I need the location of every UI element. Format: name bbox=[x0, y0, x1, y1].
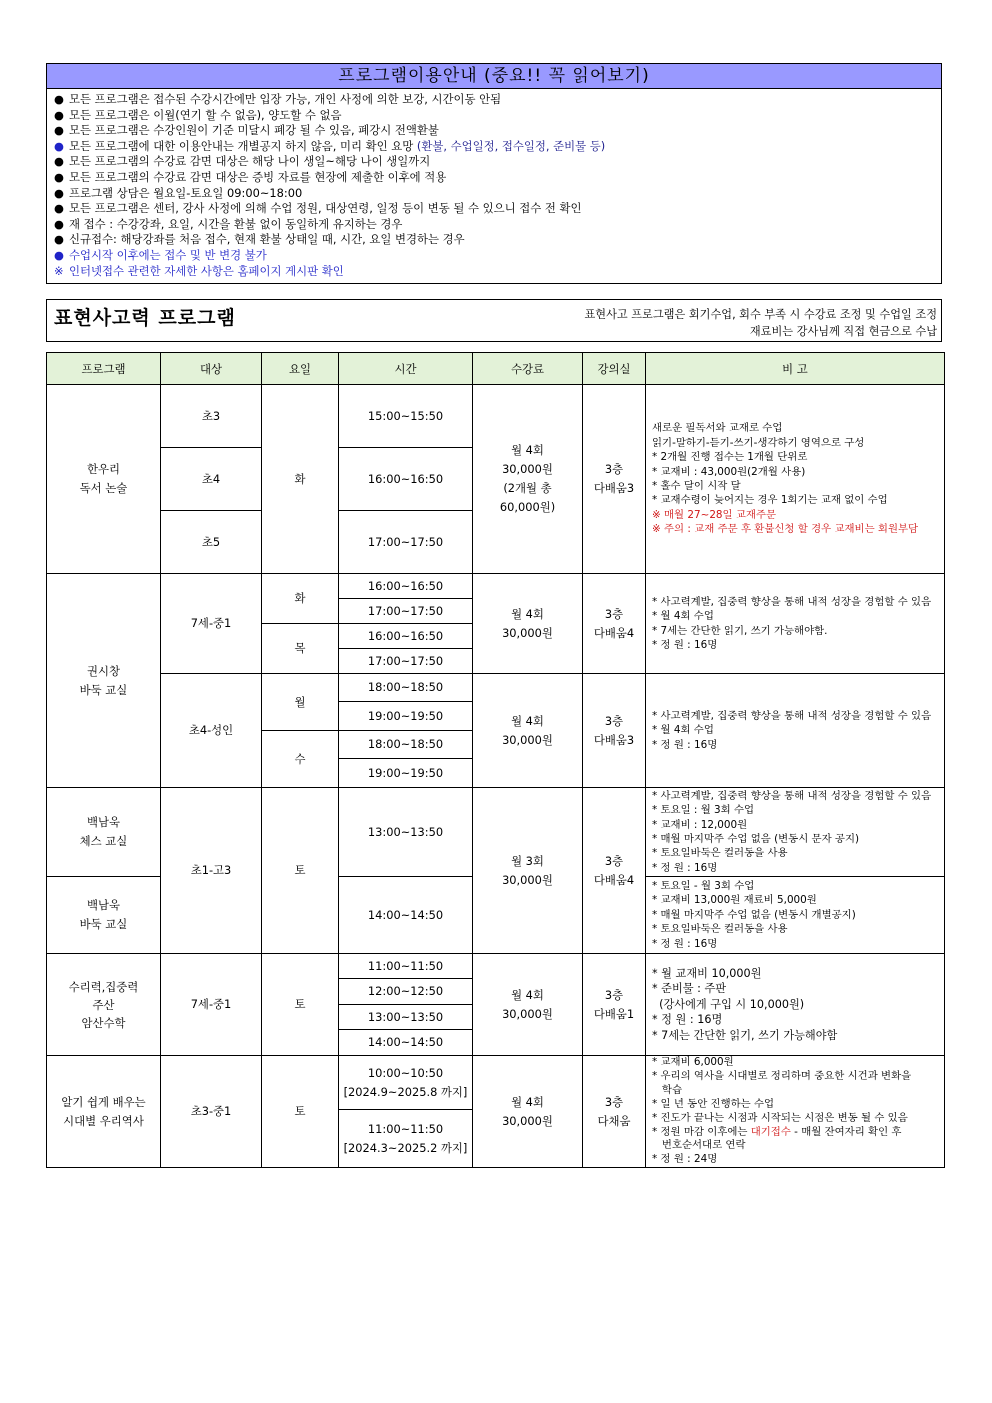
fee-cell: 월 4회 30,000원 bbox=[473, 954, 583, 1056]
day-cell: 화 bbox=[262, 385, 339, 574]
time-cell: 14:00~14:50 bbox=[339, 877, 473, 954]
time-cell: 13:00~13:50 bbox=[339, 1005, 473, 1030]
notice-box bbox=[46, 63, 942, 284]
time-cell: 16:00~16:50 bbox=[339, 574, 473, 599]
bullet-icon: ● bbox=[54, 123, 64, 138]
bullet-icon: ● bbox=[54, 138, 64, 153]
section-header bbox=[46, 299, 942, 342]
target-cell: 초1-고3 bbox=[161, 788, 262, 954]
table-header-row bbox=[47, 353, 945, 385]
fee-cell: 월 3회 30,000원 bbox=[473, 788, 583, 954]
target-cell: 7세-중1 bbox=[161, 954, 262, 1056]
program-cell: 알기 쉽게 배우는 시대별 우리역사 bbox=[47, 1056, 161, 1168]
time-cell: 10:00~10:50 [2024.9~2025.8 까지] bbox=[339, 1056, 473, 1110]
day-cell: 화 bbox=[262, 574, 339, 624]
remark-cell: 새로운 필독서와 교재로 수업 읽기-말하기-듣기-쓰기-생각하기 영역으로 구성 * 2개월 진행 접수는 1개월 단위로 * 교재비 : 43,000원(2개월 사용) * 홀수 달이 시작 달 * 교재수령이 늦어지는 경우 1회기는 교재 없이 수업 ※ 매월 27~28일 교재주문 ※ 주의 : 교재 주문 후 환불신청 할 경우 교재비는 회원부담 bbox=[646, 385, 945, 574]
notice-item: ● 모든 프로그램은 수강인원이 기준 미달시 폐강 될 수 있음, 폐강시 전액환불 bbox=[54, 123, 439, 138]
section-note: 표현사고 프로그램은 회기수업, 회수 부족 시 수강료 조정 및 수업일 조정 재료비는 강사님께 직접 현금으로 수납 bbox=[584, 308, 937, 338]
time-cell: 18:00~18:50 bbox=[339, 731, 473, 759]
section-title: 표현사고력 프로그램 bbox=[54, 307, 236, 329]
table-row bbox=[47, 674, 945, 702]
column-header: 대상 bbox=[161, 353, 262, 385]
column-header: 비 고 bbox=[646, 353, 945, 385]
time-cell: 11:00~11:50 bbox=[339, 954, 473, 979]
room-cell: 3층 다배움3 bbox=[583, 385, 646, 574]
time-cell: 11:00~11:50 [2024.3~2025.2 까지] bbox=[339, 1110, 473, 1168]
time-cell: 19:00~19:50 bbox=[339, 702, 473, 731]
notice-item: ● 모든 프로그램의 수강료 감면 대상은 해당 나이 생일~해당 나이 생일까지 bbox=[54, 154, 431, 169]
day-cell: 수 bbox=[262, 731, 339, 788]
time-cell: 17:00~17:50 bbox=[339, 511, 473, 574]
program-cell: 권시창 바둑 교실 bbox=[47, 574, 161, 788]
fee-cell: 월 4회 30,000원 (2개월 총 60,000원) bbox=[473, 385, 583, 574]
table-row bbox=[47, 954, 945, 979]
time-cell: 13:00~13:50 bbox=[339, 788, 473, 877]
notice-item: ● 모든 프로그램은 접수된 수강시간에만 입장 가능, 개인 사정에 의한 보강, 시간이동 안됨 bbox=[54, 92, 502, 106]
time-cell: 17:00~17:50 bbox=[339, 599, 473, 624]
bullet-icon: ● bbox=[54, 216, 64, 231]
room-cell: 3층 다배움4 bbox=[583, 788, 646, 954]
fee-cell: 월 4회 30,000원 bbox=[473, 1056, 583, 1168]
fee-cell: 월 4회 30,000원 bbox=[473, 674, 583, 788]
program-cell: 백남욱 체스 교실 bbox=[47, 788, 161, 877]
column-header: 요일 bbox=[262, 353, 339, 385]
time-cell: 18:00~18:50 bbox=[339, 674, 473, 702]
target-cell: 초3-중1 bbox=[161, 1056, 262, 1168]
column-header: 프로그램 bbox=[47, 353, 161, 385]
notice-item: ● 수업시작 이후에는 접수 및 반 변경 불가 bbox=[54, 247, 267, 262]
day-cell: 토 bbox=[262, 788, 339, 954]
time-cell: 16:00~16:50 bbox=[339, 448, 473, 511]
bullet-icon: ● bbox=[54, 247, 64, 262]
time-cell: 12:00~12:50 bbox=[339, 979, 473, 1005]
column-header: 강의실 bbox=[583, 353, 646, 385]
target-cell: 7세-중1 bbox=[161, 574, 262, 674]
notice-item: ● 프로그램 상담은 월요일-토요일 09:00~18:00 bbox=[54, 185, 303, 200]
room-cell: 3층 다채움 bbox=[583, 1056, 646, 1168]
time-cell: 15:00~15:50 bbox=[339, 385, 473, 448]
remark-cell: * 월 교재비 10,000원 * 준비물 : 주판 (강사에게 구입 시 10,000원) * 정 원 : 16명 * 7세는 간단한 읽기, 쓰기 가능해야함 bbox=[646, 954, 945, 1056]
notice-item: ● 신규접수: 해당강좌를 처음 접수, 현재 환불 상태일 때, 시간, 요일 변경하는 경우 bbox=[54, 232, 465, 247]
room-cell: 3층 다배움4 bbox=[583, 574, 646, 674]
column-header: 수강료 bbox=[473, 353, 583, 385]
remark-cell: * 교재비 6,000원 * 우리의 역사을 시대별로 정리하며 중요한 시건과 변화을 학습 * 일 년 동안 진행하는 수업 * 진도가 끝나는 시점과 시작되는 시점은 변동 될 수 있음 * 정원 마감 이후에는 대기접수 - 매월 잔여자리 확인 후 번호순서대로 연락 * 정 원 : 24명 bbox=[646, 1056, 945, 1168]
notice-title: 프로그램이용안내 (중요!! 꼭 읽어보기) bbox=[47, 64, 941, 89]
bullet-icon: ● bbox=[54, 92, 64, 106]
bullet-icon: ● bbox=[54, 185, 64, 200]
bullet-icon: ● bbox=[54, 201, 64, 216]
day-cell: 토 bbox=[262, 1056, 339, 1168]
reference-mark-icon: ※ bbox=[54, 263, 64, 278]
target-cell: 초4 bbox=[161, 448, 262, 511]
table-row bbox=[47, 1056, 945, 1110]
bullet-icon: ● bbox=[54, 232, 64, 247]
remark-cell: * 사고력계발, 집중력 향상을 통해 내적 성장을 경험할 수 있음 * 월 4회 수업 * 정 원 : 16명 bbox=[646, 674, 945, 788]
notice-item: ● 모든 프로그램의 수강료 감면 대상은 증빙 자료를 현장에 제출한 이후에 적용 bbox=[54, 169, 447, 184]
table-row bbox=[47, 385, 945, 448]
program-cell: 백남욱 바둑 교실 bbox=[47, 877, 161, 954]
remark-cell: * 사고력계발, 집중력 향상을 통해 내적 성장을 경험할 수 있음 * 월 4회 수업 * 7세는 간단한 읽기, 쓰기 가능해야함. * 정 원 : 16명 bbox=[646, 574, 945, 674]
table-row bbox=[47, 788, 945, 877]
room-cell: 3층 다배움1 bbox=[583, 954, 646, 1056]
program-cell: 수리력,집중력 주산 암산수학 bbox=[47, 954, 161, 1056]
notice-item: ● 모든 프로그램은 센터, 강사 사정에 의해 수업 정원, 대상연령, 일정 등이 변동 될 수 있으니 접수 전 확인 bbox=[54, 201, 582, 216]
notice-item: ※ 인터넷접수 관련한 자세한 사항은 홈페이지 게시판 확인 bbox=[54, 263, 344, 278]
time-cell: 16:00~16:50 bbox=[339, 624, 473, 649]
remark-cell: * 토요일 - 월 3회 수업 * 교재비 13,000원 재료비 5,000원 * 매월 마지막주 수업 없음 (변동시 개별공지) * 토요일바둑은 컬러동을 사용 * 정 원 : 16명 bbox=[646, 877, 945, 954]
target-cell: 초5 bbox=[161, 511, 262, 574]
time-cell: 19:00~19:50 bbox=[339, 759, 473, 788]
notice-list bbox=[47, 92, 941, 279]
program-cell: 한우리 독서 논술 bbox=[47, 385, 161, 574]
day-cell: 목 bbox=[262, 624, 339, 674]
bullet-icon: ● bbox=[54, 154, 64, 169]
time-cell: 17:00~17:50 bbox=[339, 649, 473, 674]
day-cell: 토 bbox=[262, 954, 339, 1056]
bullet-icon: ● bbox=[54, 169, 64, 184]
target-cell: 초4-성인 bbox=[161, 674, 262, 788]
column-header: 시간 bbox=[339, 353, 473, 385]
bullet-icon: ● bbox=[54, 107, 64, 122]
day-cell: 월 bbox=[262, 674, 339, 731]
table-row bbox=[47, 574, 945, 599]
notice-item: ● 모든 프로그램은 이월(연기 할 수 없음), 양도할 수 없음 bbox=[54, 107, 342, 122]
notice-item: ● 모든 프로그램에 대한 이용안내는 개별공지 하지 않음, 미리 확인 요망 (환불, 수업일정, 접수일정, 준비물 등) bbox=[54, 138, 606, 153]
remark-cell: * 사고력계발, 집중력 향상을 통해 내적 성장을 경험할 수 있음 * 토요일 : 월 3회 수업 * 교재비 : 12,000원 * 매월 마지막주 수업 없음 (변동시 문자 공지) * 토요일바둑은 컬러동을 사용 * 정 원 : 16명 bbox=[646, 788, 945, 877]
target-cell: 초3 bbox=[161, 385, 262, 448]
time-cell: 14:00~14:50 bbox=[339, 1030, 473, 1056]
fee-cell: 월 4회 30,000원 bbox=[473, 574, 583, 674]
schedule-table bbox=[46, 352, 945, 1168]
room-cell: 3층 다배움3 bbox=[583, 674, 646, 788]
notice-item: ● 재 접수 : 수강강좌, 요일, 시간을 환불 없이 동일하게 유지하는 경우 bbox=[54, 216, 403, 231]
